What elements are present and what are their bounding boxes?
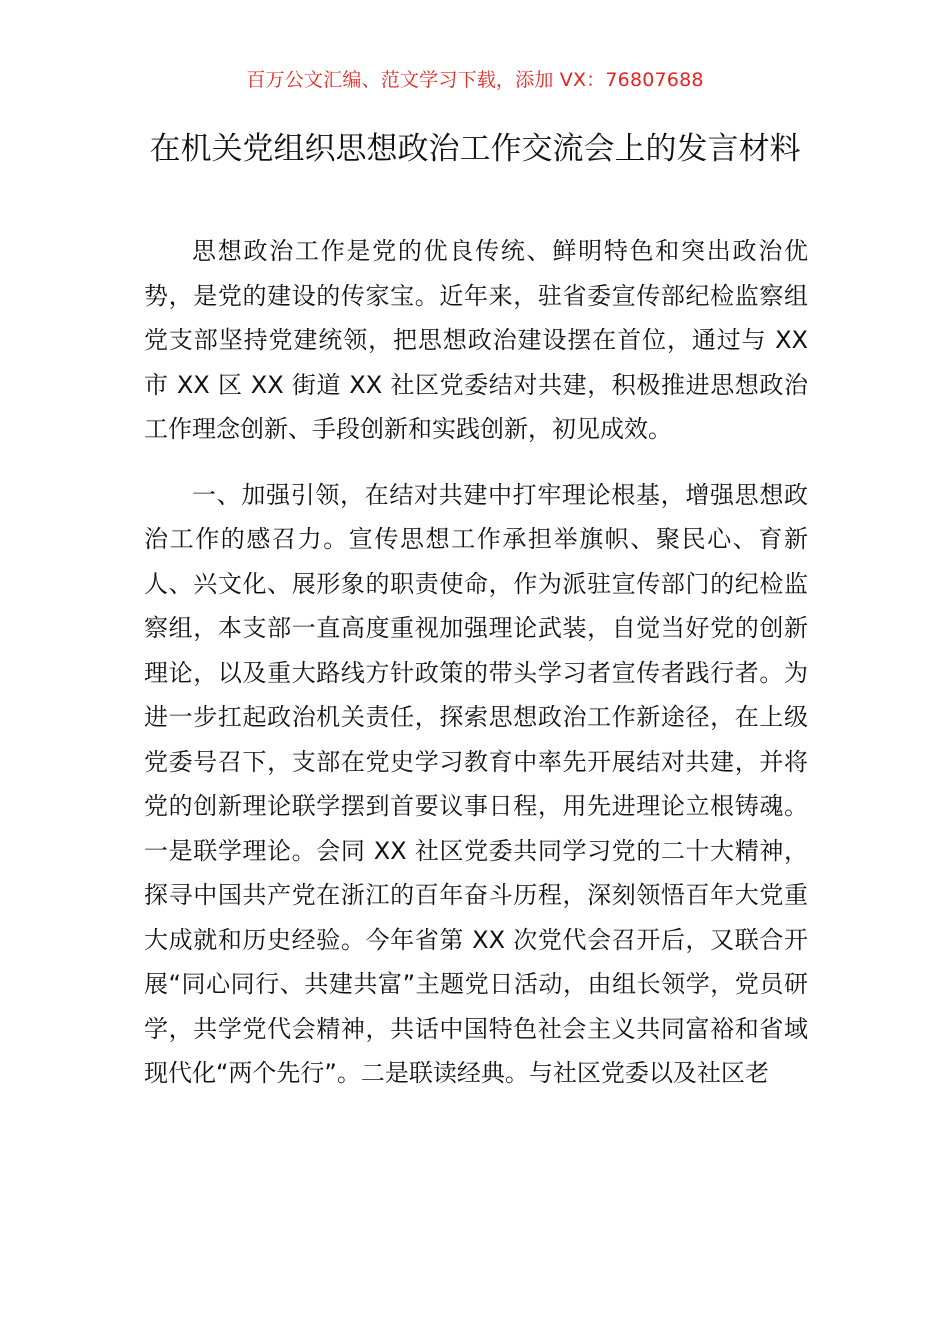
- paragraph-intro: 思想政治工作是党的优良传统、鲜明特色和突出政治优势，是党的建设的传家宝。近年来，驻省委宣传部纪检监察组党支部坚持党建统领，把思想政治建设摆在首位，通过与 XX 市 XX 区 XX 街道 XX 社区党委结对共建，积极推进思想政治工作理念创新、手段创新和实践创新，初见成效。: [144, 237, 808, 443]
- document-title: 在机关党组织思想政治工作交流会上的发言材料: [149, 131, 801, 167]
- paragraph-section-one: 一、加强引领，在结对共建中打牢理论根基，增强思想政治工作的感召力。宣传思想工作承担举旗帜、聚民心、育新人、兴文化、展形象的职责使命，作为派驻宣传部门的纪检监察组，本支部一直高度重视加强理论武装，自觉当好党的创新理论，以及重大路线方针政策的带头学习者宣传者践行者。为进一步扛起政治机关责任，探索思想政治工作新途径，在上级党委号召下，支部在党史学习教育中率先开展结对共建，并将党的创新理论联学摆到首要议事日程，用先进理论立根铸魂。一是联学理论。会同 XX 社区党委共同学习党的二十大精神，探寻中国共产党在浙江的百年奋斗历程，深刻领悟百年大党重大成就和历史经验。今年省第 XX 次党代会召开后，又联合开展“同心同行、共建共富”主题党日活动，由组长领学，党员研学，共学党代会精神，共话中国特色社会主义共同富裕和省域现代化“两个先行”。二是联读经典。与社区党委以及社区老: [144, 480, 808, 1087]
- header-promo-note: 百万公文汇编、范文学习下载，添加 VX：76807688: [246, 69, 704, 91]
- document-body: [144, 229, 808, 1096]
